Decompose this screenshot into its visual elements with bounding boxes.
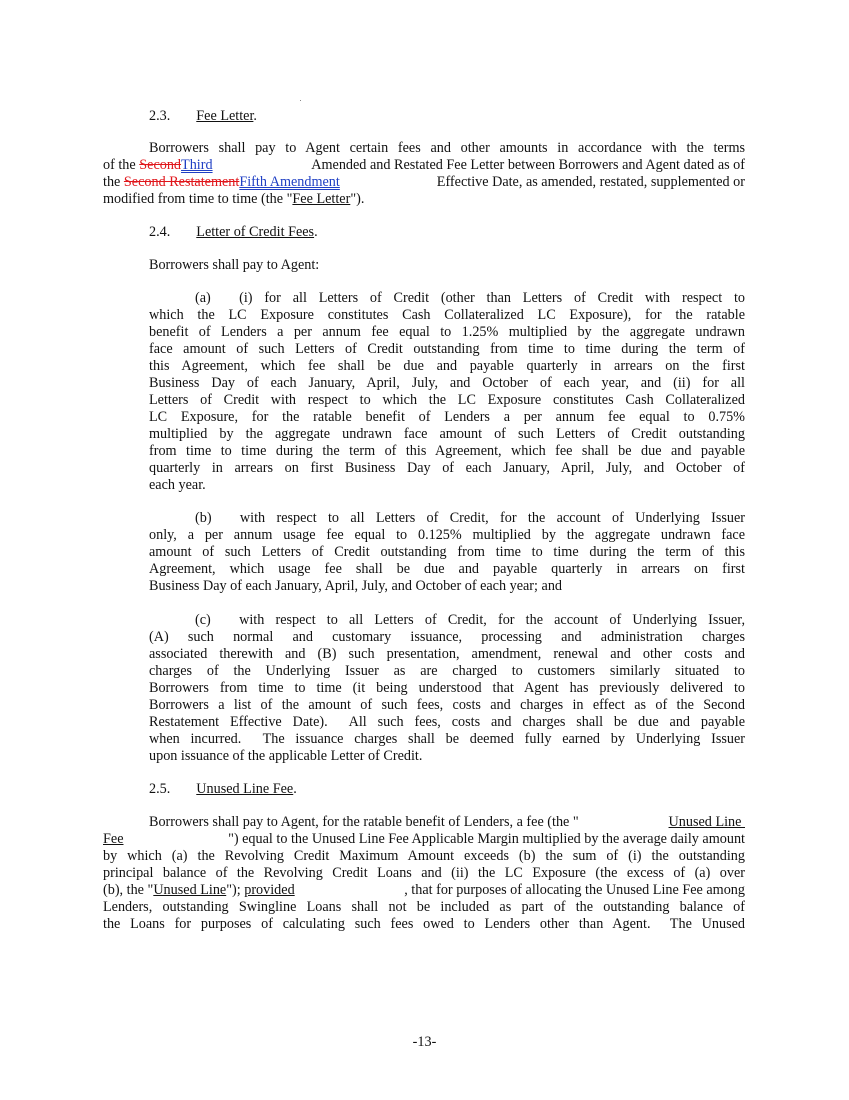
- section-heading-2-3: 2.3. Fee Letter.: [149, 108, 257, 124]
- section-number: 2.4.: [149, 224, 171, 240]
- section-number: 2.3.: [149, 108, 171, 124]
- paragraph-b-line: (b) with respect to all Letters of Credit, for the account of Underlying Issuer: [195, 510, 745, 526]
- unused-fee-line-7: the Loans for purposes of calculating such fees owed to Lenders other than Agent. The Unused: [103, 916, 745, 932]
- paragraph-a-line: this Agreement, which fee shall be due and payable quarterly in arrears on the first: [149, 358, 745, 374]
- defined-term: Unused Line: [668, 814, 745, 830]
- unused-fee-line-4: principal balance of the Revolving Credit Loans and (ii) the LC Exposure (the excess of (a) over: [103, 865, 745, 881]
- paragraph-a-line: each year.: [149, 477, 206, 493]
- paragraph-c-line: (c) with respect to all Letters of Credit, for the account of Underlying Issuer,: [195, 612, 745, 628]
- inserted-text: Fifth Amendment: [239, 174, 340, 190]
- paragraph-a-line: (a) (i) for all Letters of Credit (other than Letters of Credit with respect to: [195, 290, 745, 306]
- section-heading-2-5: 2.5. Unused Line Fee.: [149, 781, 297, 797]
- defined-term: Fee Letter: [292, 191, 351, 207]
- proviso-term: provided: [244, 882, 295, 898]
- paragraph-a-line: benefit of Lenders a per annum fee equal to 1.25% multiplied by the aggregate undrawn: [149, 324, 745, 340]
- paragraph-b-line: amount of such Letters of Credit outstanding from time to time during the term of this: [149, 544, 745, 560]
- inserted-text: Third: [181, 157, 213, 173]
- section-title: Unused Line Fee: [196, 781, 294, 797]
- unused-fee-line-1: Borrowers shall pay to Agent, for the ratable benefit of Lenders, a fee (the " Unused Line: [149, 814, 745, 830]
- paragraph-a-line: multiplied by the aggregate undrawn face amount of such Letters of Credit outstanding: [149, 426, 745, 442]
- paragraph-b-line: Business Day of each January, April, July, and October of each year; and: [149, 578, 563, 594]
- section-title: Fee Letter: [196, 108, 254, 124]
- deleted-text: Second: [139, 157, 182, 173]
- paragraph-c-line: charges of the Underlying Issuer as are charged to customers similarly situated to: [149, 663, 745, 679]
- paragraph-c-line: (A) such normal and customary issuance, processing and administration charges: [149, 629, 745, 645]
- paragraph-c-line: Borrowers from time to time (it being understood that Agent has previously delivered to: [149, 680, 745, 696]
- paragraph-c-line: when incurred. The issuance charges shall be deemed fully earned by Underlying Issuer: [149, 731, 745, 747]
- paragraph-c-line: Restatement Effective Date). All such fees, costs and charges shall be due and payable: [149, 714, 745, 730]
- paragraph-c-line: upon issuance of the applicable Letter of Credit.: [149, 748, 423, 764]
- paragraph-a-line: which the LC Exposure constitutes Cash Collateralized LC Exposure), for the ratable: [149, 307, 745, 323]
- paragraph-c-line: Borrowers a list of the amount of such fees, costs and charges in effect as of the Second: [149, 697, 745, 713]
- paragraph-a-line: LC Exposure, for the ratable benefit of Lenders a per annum fee equal to 0.75%: [149, 409, 745, 425]
- page-number: -13-: [412, 1034, 437, 1050]
- defined-term: Fee: [103, 831, 124, 847]
- lc-fees-intro: Borrowers shall pay to Agent:: [149, 257, 320, 273]
- paragraph-b-line: only, a per annum usage fee equal to 0.125% multiplied by the aggregate undrawn face: [149, 527, 745, 543]
- fee-letter-line-4: modified from time to time (the "Fee Letter").: [103, 191, 365, 207]
- paragraph-b-line: Agreement, which usage fee shall be due and payable quarterly in arrears on first: [149, 561, 745, 577]
- section-number: 2.5.: [149, 781, 171, 797]
- paragraph-c-line: associated therewith and (B) such presentation, amendment, renewal and other costs and: [149, 646, 745, 662]
- unused-fee-line-3: by which (a) the Revolving Credit Maximum Amount exceeds (b) the sum of (i) the outstanding: [103, 848, 745, 864]
- unused-fee-line-2: Fee ") equal to the Unused Line Fee Applicable Margin multiplied by the average daily amount: [103, 831, 745, 847]
- defined-term: Unused Line: [153, 882, 227, 898]
- paragraph-a-line: Letters of Credit with respect to which the LC Exposure constitutes Cash Collateralized: [149, 392, 745, 408]
- section-title: Letter of Credit Fees: [196, 224, 315, 240]
- stray-mark: [300, 100, 301, 101]
- fee-letter-line-2: of the SecondThird Amended and Restated Fee Letter between Borrowers and Agent dated as of: [103, 157, 745, 173]
- paragraph-a-line: from time to time during the term of this Agreement, which fee shall be due and payable: [149, 443, 745, 459]
- unused-fee-line-5: (b), the "Unused Line"); provided , that for purposes of allocating the Unused Line Fee among: [103, 882, 745, 898]
- deleted-text: Second Restatement: [123, 174, 240, 190]
- fee-letter-line-3: the Second RestatementFifth Amendment Effective Date, as amended, restated, supplemented or: [103, 174, 745, 190]
- section-heading-2-4: 2.4. Letter of Credit Fees.: [149, 224, 318, 240]
- fee-letter-line-1: Borrowers shall pay to Agent certain fees and other amounts in accordance with the terms: [149, 140, 745, 156]
- paragraph-a-line: Business Day of each January, April, July, and October of each year, and (ii) for all: [149, 375, 745, 391]
- paragraph-a-line: quarterly in arrears on first Business Day of each January, April, July, and October of: [149, 460, 745, 476]
- unused-fee-line-6: Lenders, outstanding Swingline Loans shall not be included as part of the outstanding balance of: [103, 899, 745, 915]
- paragraph-a-line: face amount of such Letters of Credit outstanding from time to time during the term of: [149, 341, 745, 357]
